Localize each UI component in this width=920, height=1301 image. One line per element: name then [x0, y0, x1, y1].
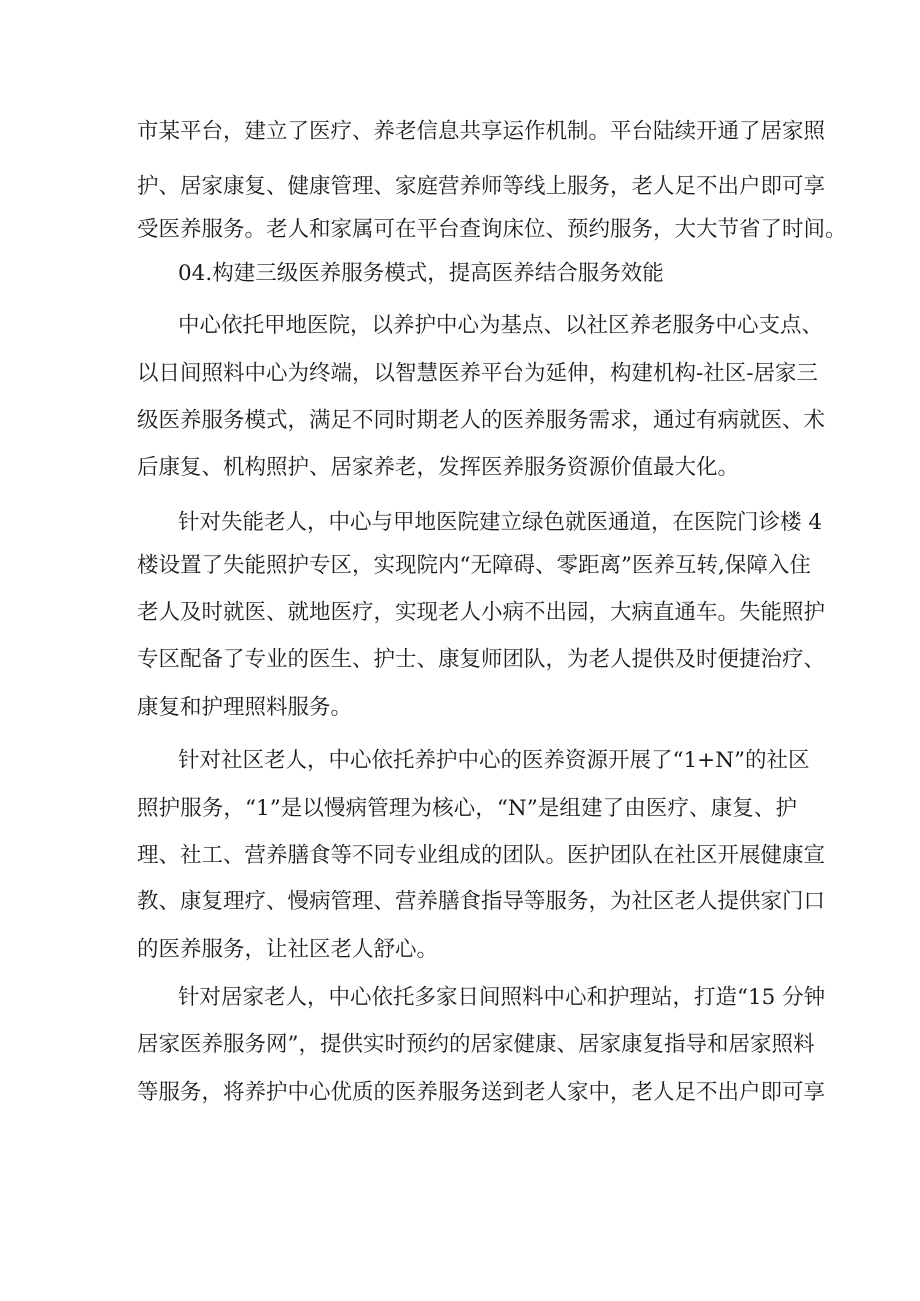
text-line: 中心依托甲地医院，以养护中心为基点、以社区养老服务中心支点、: [178, 313, 824, 338]
text-line: 市某平台，建立了医疗、养老信息共享运作机制。平台陆续开通了居家照: [137, 119, 826, 144]
text-line: 专区配备了专业的医生、护士、康复师团队，为老人提供及时便捷治疗、: [137, 647, 826, 672]
text-line: 以日间照料中心为终端，以智慧医养平台为延伸，构建机构-社区-居家三: [137, 361, 819, 386]
text-line: 楼设置了失能照护专区，实现院内“无障碍、零距离”医养互转,保障入住: [137, 553, 811, 578]
text-line: 康复和护理照料服务。: [137, 695, 353, 720]
text-line: 居家医养服务网”，提供实时预约的居家健康、居家康复指导和居家照料: [137, 1032, 815, 1057]
text-line: 后康复、机构照护、居家养老，发挥医养服务资源价值最大化。: [137, 455, 740, 480]
text-line: 针对失能老人，中心与甲地医院建立绿色就医通道，在医院门诊楼 4: [178, 510, 823, 535]
text-line: 针对社区老人，中心依托养护中心的医养资源开展了“1+N”的社区: [178, 748, 810, 773]
text-line: 级医养服务模式，满足不同时期老人的医养服务需求，通过有病就医、术: [137, 408, 826, 433]
text-line: 的医养服务，让社区老人舒心。: [137, 937, 439, 962]
text-line: 老人及时就医、就地医疗，实现老人小病不出园，大病直通车。失能照护: [137, 600, 826, 625]
text-line: 护、居家康复、健康管理、家庭营养师等线上服务，老人足不出户即可享: [137, 174, 826, 199]
text-line: 受医养服务。老人和家属可在平台查询床位、预约服务，大大节省了时间。: [137, 217, 847, 242]
text-line: 照护服务，“1”是以慢病管理为核心，“N”是组建了由医疗、康复、护: [137, 796, 797, 821]
text-line: 等服务，将养护中心优质的医养服务送到老人家中，老人足不出户即可享: [137, 1080, 826, 1105]
text-line: 针对居家老人，中心依托多家日间照料中心和护理站，打造“15 分钟: [178, 985, 826, 1010]
section-heading: 04.构建三级医养服务模式，提高医养结合服务效能: [178, 261, 664, 286]
text-line: 教、康复理疗、慢病管理、营养膳食指导等服务，为社区老人提供家门口: [137, 889, 826, 914]
text-line: 理、社工、营养膳食等不同专业组成的团队。医护团队在社区开展健康宣: [137, 843, 826, 868]
